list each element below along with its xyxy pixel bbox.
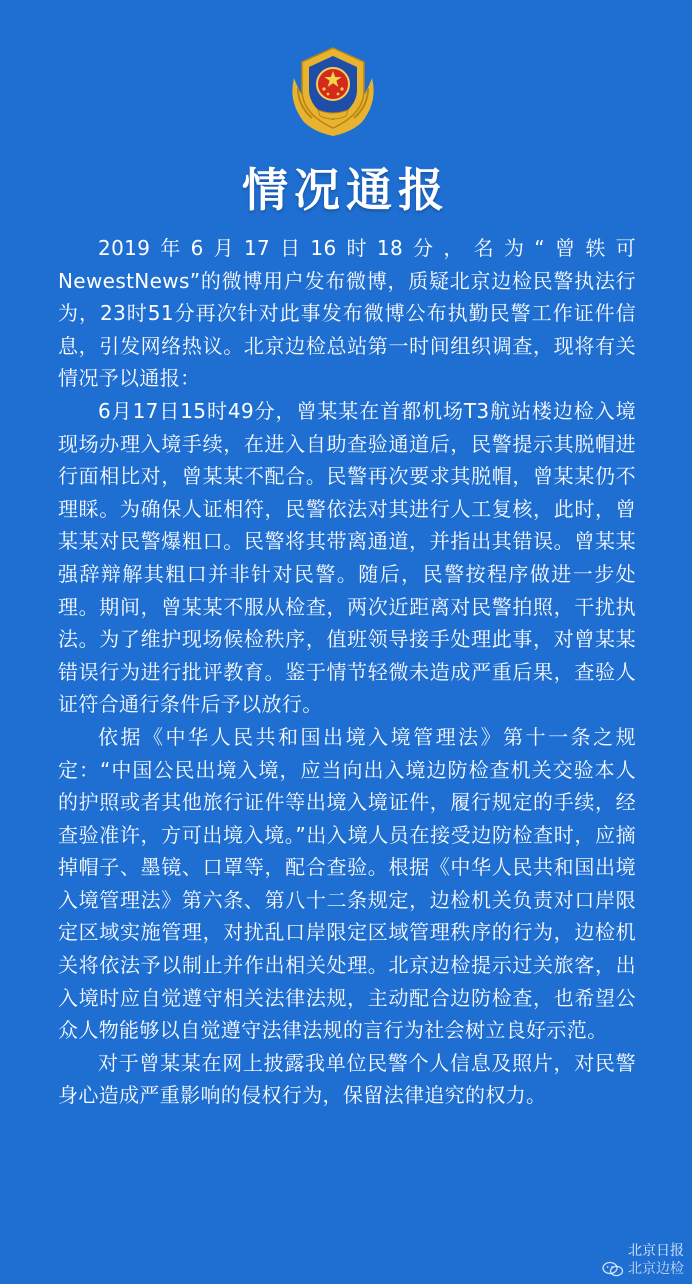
page-title: 情况通报: [242, 163, 450, 217]
watermark: [602, 1242, 684, 1278]
paragraph-1: 2019年6月17日16时18分，名为“曾轶可NewestNews”的微博用户发布微博，质疑北京边检民警执法行为，23时51分再次针对此事发布微博公布执勤民警工作证件信息，引发网络热议。北京边检总站第一时间组织调查，现将有关情况予以通报：: [58, 236, 636, 391]
watermark-account-label: 北京边检: [628, 1261, 684, 1277]
watermark-source: 北京日报: [628, 1243, 684, 1259]
paragraph-4: 对于曾某某在网上披露我单位民警个人信息及照片，对民警身心造成严重影响的侵权行为，保留法律追究的权力。: [58, 1050, 636, 1108]
watermark-account: [602, 1260, 684, 1278]
wechat-icon: [602, 1261, 624, 1277]
paragraph-2: 6月17日15时49分，曾某某在首都机场T3航站楼边检入境现场办理入境手续，在进入自助查验通道后，民警提示其脱帽进行面相比对，曾某某不配合。民警再次要求其脱帽，曾某某仍不理睬。为确保人证相符，民警依法对其进行人工复核，此时，曾某某对民警爆粗口。民警将其带离通道，并指出其错误。曾某某强辞辩解其粗口并非针对民警。随后，民警按程序做进一步处理。期间，曾某某不服从检查，两次近距离对民警拍照，干扰执法。为了维护现场候检秩序，值班领导接手处理此事，对曾某某错误行为进行批评教育。鉴于情节轻微未造成严重后果，查验人证符合通行条件后予以放行。: [58, 398, 636, 717]
police-emblem-icon: [284, 44, 382, 140]
notice-body: [58, 232, 636, 1112]
paragraph-3: 依据《中华人民共和国出境入境管理法》第十一条之规定：“中国公民出境入境，应当向出入境边防检查机关交验本人的护照或者其他旅行证件等出境入境证件，履行规定的手续，经查验准许，方可出境入境。”出入境人员在接受边防检查时，应摘掉帽子、墨镜、口罩等，配合查验。根据《中华人民共和国出境入境管理法》第六条、第八十二条规定，边检机关负责对口岸限定区域实施管理，对扰乱口岸限定区域管理秩序的行为，边检机关将依法予以制止并作出相关处理。北京边检提示过关旅客，出入境时应自觉遵守相关法律法规，主动配合边防检查，也希望公众人物能够以自觉遵守法律法规的言行为社会树立良好示范。: [58, 724, 636, 1043]
